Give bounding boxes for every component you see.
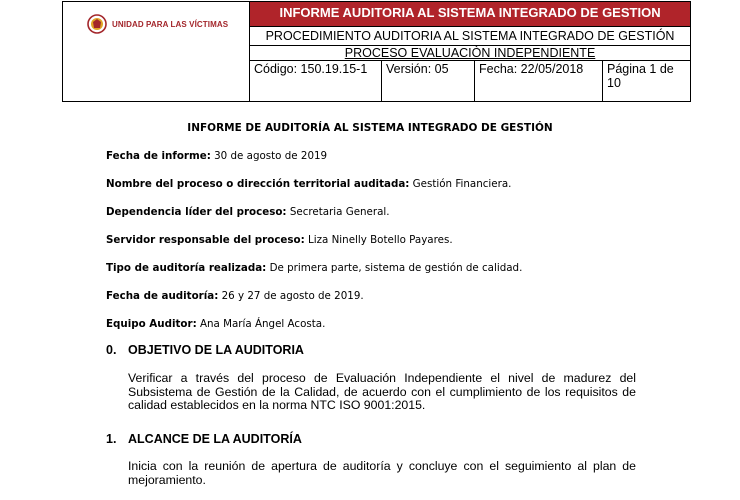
field-dependencia — [106, 206, 390, 218]
section-title: OBJETIVO DE LA AUDITORIA — [128, 343, 304, 357]
field-value: 26 y 27 de agosto de 2019. — [218, 290, 364, 302]
field-label: Dependencia líder del proceso: — [106, 206, 287, 218]
field-value: 30 de agosto de 2019 — [210, 150, 328, 162]
field-fecha-informe — [106, 150, 327, 162]
field-label: Fecha de informe: — [106, 150, 211, 162]
field-value: Liza Ninelly Botello Payares. — [304, 234, 453, 246]
section-heading-objetivo — [106, 343, 304, 357]
document-title: INFORME DE AUDITORÍA AL SISTEMA INTEGRADO DE GESTIÓN — [187, 122, 553, 134]
field-label: Servidor responsable del proceso: — [106, 234, 305, 246]
report-title: INFORME AUDITORIA AL SISTEMA INTEGRADO DE GESTION — [250, 2, 691, 27]
section-number: 0. — [106, 343, 117, 357]
field-value: Secretaria General. — [286, 206, 390, 218]
process-name-text: PROCESO EVALUACIÒN INDEPENDIENTE — [344, 46, 596, 60]
document-version: Versión: 05 — [382, 61, 475, 102]
field-nombre-proceso — [106, 178, 511, 190]
procedure-name: PROCEDIMIENTO AUDITORIA AL SISTEMA INTEGRADO DE GESTIÓN — [250, 27, 691, 46]
field-label: Equipo Auditor: — [106, 318, 197, 330]
process-name — [250, 46, 691, 61]
logo-text: UNIDAD PARA LAS VÍCTIMAS — [112, 19, 229, 29]
field-fecha-auditoria — [106, 290, 364, 302]
field-tipo-auditoria — [106, 262, 522, 274]
logo-cell — [63, 2, 250, 102]
section-title: ALCANCE DE LA AUDITORÍA — [128, 432, 302, 446]
field-value: De primera parte, sistema de gestión de calidad. — [266, 262, 523, 274]
field-label: Nombre del proceso o dirección territorial auditada: — [106, 178, 410, 190]
field-label: Tipo de auditoría realizada: — [106, 262, 267, 274]
section-text-objetivo: Verificar a través del proceso de Evaluación Independiente el nivel de madurez del Subsistema de Gestión de la Calidad, de acuerdo con el cumplimiento de los requisitos de calidad establecidos en la norma NTC ISO 9001:2015. — [128, 371, 636, 413]
field-equipo-auditor — [106, 318, 325, 330]
field-value: Gestión Financiera. — [409, 178, 512, 190]
section-text-alcance: Inicia con la reunión de apertura de auditoría y concluye con el seguimiento al plan de mejoramiento. — [128, 459, 636, 487]
section-number: 1. — [106, 432, 117, 446]
shield-emblem-icon — [87, 14, 107, 34]
document-header-table — [62, 1, 691, 102]
document-code: Código: 150.19.15-1 — [250, 61, 382, 102]
section-heading-alcance — [106, 432, 302, 446]
field-value: Ana María Ángel Acosta. — [196, 318, 326, 330]
unidad-victimas-logo — [87, 14, 228, 34]
field-servidor-responsable — [106, 234, 453, 246]
document-date: Fecha: 22/05/2018 — [475, 61, 603, 102]
field-label: Fecha de auditoría: — [106, 290, 219, 302]
page-number: Página 1 de 10 — [603, 61, 691, 102]
